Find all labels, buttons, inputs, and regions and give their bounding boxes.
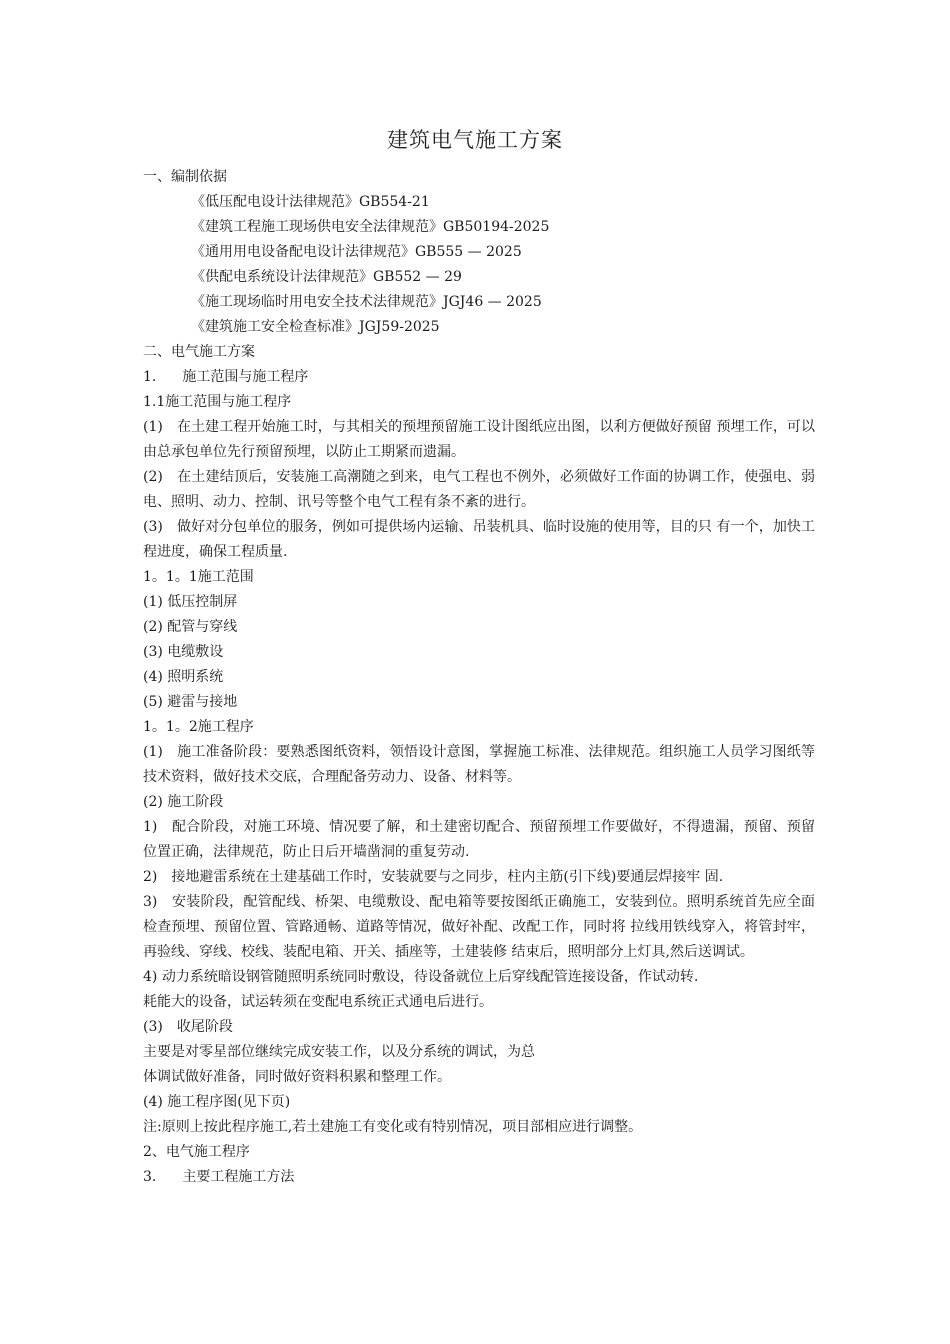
- paragraph: (2) 在土建结顶后，安装施工高潮随之到来，电气工程也不例外，必须做好工作面的协调工作，使强电、弱电、照明、动力、控制、讯号等整个电气工程有条不紊的进行。: [143, 469, 815, 510]
- subsection-heading: 1.1施工范围与施工程序: [143, 394, 292, 410]
- section-heading: 一、编制依据: [143, 169, 227, 185]
- paragraph: 4) 动力系统暗设钢管随照明系统同时敷设，待设备就位上后穿线配管连接设备，作试动转.: [143, 969, 699, 985]
- scope-item: (5) 避雷与接地: [143, 694, 238, 710]
- scope-item: (3) 电缆敷设: [143, 644, 224, 660]
- paragraph: (1) 在土建工程开始施工时，与其相关的预埋预留施工设计图纸应出图，以利方便做好预留 预埋工作，可以由总承包单位先行预留预埋，以防止工期紧而遗漏。: [143, 419, 815, 460]
- scope-item: (4) 照明系统: [143, 669, 224, 685]
- section-heading: 二、电气施工方案: [143, 344, 255, 360]
- document-body: [143, 165, 815, 1190]
- subsection-heading: 2、电气施工程序: [143, 1144, 250, 1160]
- note: 注:原则上按此程序施工,若土建施工有变化或有特别情况，项目部相应进行调整。: [143, 1119, 643, 1135]
- subsection-title: 施工范围与施工程序: [182, 369, 309, 385]
- paragraph: 主要是对零星部位继续完成安装工作，以及分系统的调试，为总: [143, 1044, 535, 1060]
- reference-item: 《供配电系统设计法律规范》GB552 — 29: [191, 269, 462, 285]
- reference-item: 《建筑工程施工现场供电安全法律规范》GB50194-2025: [191, 219, 550, 235]
- subsection-number: 1.: [143, 369, 157, 385]
- subsection-heading: [143, 365, 815, 390]
- stage-heading: (3) 收尾阶段: [143, 1019, 233, 1035]
- subsection-number: 3.: [143, 1169, 157, 1185]
- chart-reference: (4) 施工程序图(见下页): [143, 1094, 291, 1110]
- reference-item: 《通用用电设备配电设计法律规范》GB555 — 2025: [191, 244, 522, 260]
- scope-item: (2) 配管与穿线: [143, 619, 238, 635]
- paragraph: 体调试做好准备，同时做好资料积累和整理工作。: [143, 1069, 451, 1085]
- paragraph: 3) 安装阶段，配管配线、桥架、电缆敷设、配电箱等要按图纸正确施工，安装到位。照明系统首先应全面检查预埋、预留位置、管路通畅、道路等情况，做好补配、改配工作，同时将 拉线用铁线穿入，将管封牢，再验线、穿线、校线、装配电箱、开关、插座等，土建装修 结束后，照明部分上灯具,然后送调试。: [143, 894, 815, 960]
- subsection-heading: 1。1。2施工程序: [143, 719, 254, 735]
- subsection-heading: 1。1。1施工范围: [143, 569, 254, 585]
- scope-item: (1) 低压控制屏: [143, 594, 238, 610]
- document-title: 建筑电气施工方案: [387, 128, 563, 152]
- paragraph: 2) 接地避雷系统在土建基础工作时，安装就要与之同步，柱内主筋(引下线)要通层焊接牢 固.: [143, 869, 724, 885]
- reference-item: 《施工现场临时用电安全技术法律规范》JGJ46 — 2025: [191, 294, 542, 310]
- paragraph: 1) 配合阶段，对施工环境、情况要了解，和土建密切配合、预留预埋工作要做好，不得遗漏，预留、预留位置正确，法律规范，防止日后开墙凿洞的重复劳动.: [143, 819, 815, 860]
- stage-heading: (2) 施工阶段: [143, 794, 224, 810]
- paragraph: 耗能大的设备，试运转须在变配电系统正式通电后进行。: [143, 994, 493, 1010]
- paragraph: (1) 施工准备阶段：要熟悉图纸资料，领悟设计意图，掌握施工标准、法律规范。组织施工人员学习图纸等技术资料，做好技术交底，合理配备劳动力、设备、材料等。: [143, 744, 815, 785]
- reference-item: 《建筑施工安全检查标准》JGJ59-2025: [191, 319, 440, 335]
- subsection-heading: [143, 1165, 815, 1190]
- paragraph: (3) 做好对分包单位的服务，例如可提供场内运输、吊装机具、临时设施的使用等，目的只 有一个，加快工程进度，确保工程质量.: [143, 519, 815, 560]
- reference-item: 《低压配电设计法律规范》GB554-21: [191, 194, 430, 210]
- subsection-title: 主要工程施工方法: [182, 1169, 295, 1185]
